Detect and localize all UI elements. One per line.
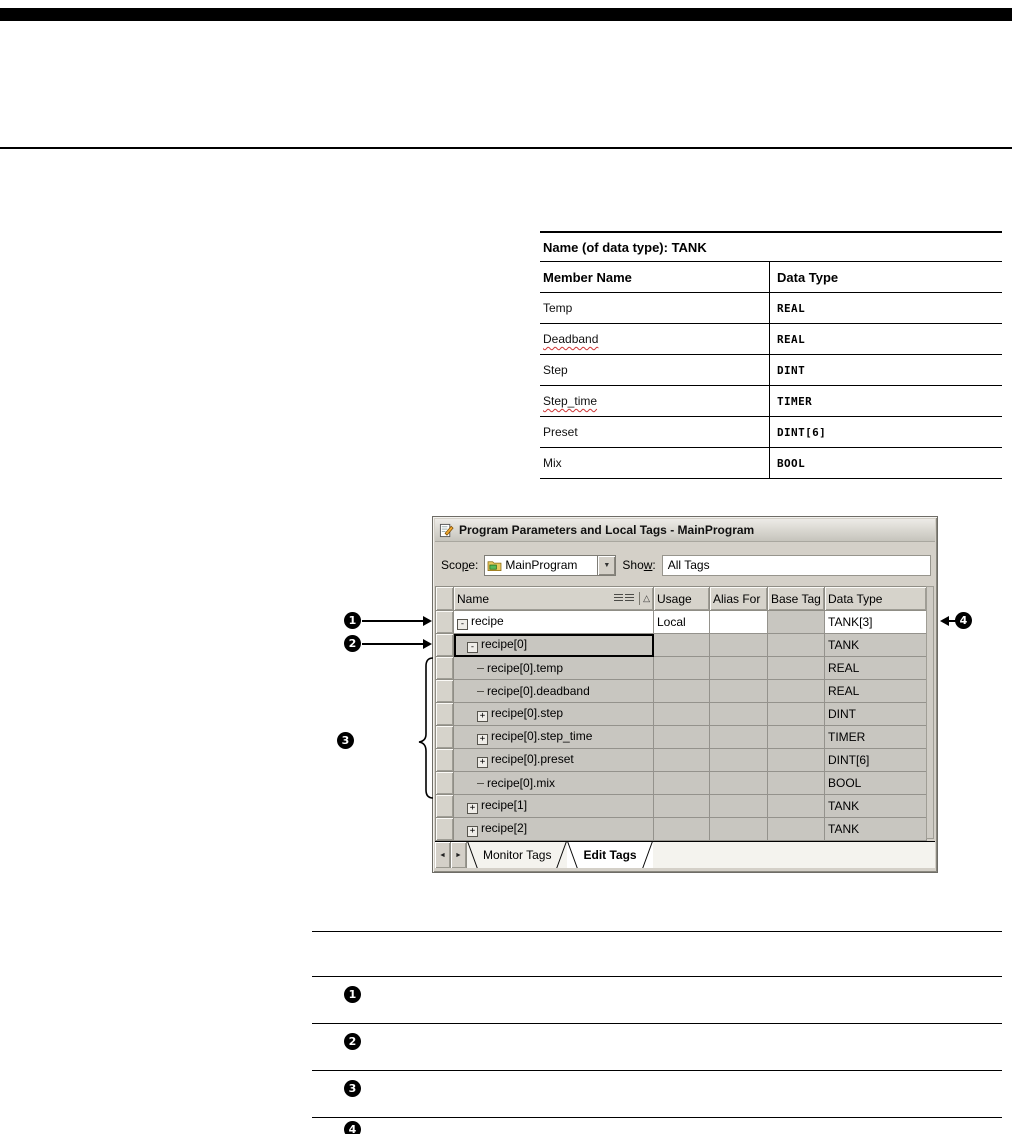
expand-collapse-icon[interactable]: + [467, 803, 478, 814]
base-tag-cell[interactable] [768, 680, 825, 703]
usage-cell[interactable] [654, 795, 710, 818]
show-filter-field[interactable] [662, 555, 931, 576]
tab-left-slant [467, 842, 477, 868]
tag-name: recipe[0].deadband [487, 684, 590, 698]
collapse-members-icon[interactable] [614, 594, 623, 603]
base-tag-cell[interactable] [768, 726, 825, 749]
row-selector[interactable] [436, 703, 454, 726]
data-type-cell[interactable]: REAL [825, 680, 927, 703]
alias-for-column-header[interactable]: Alias For [710, 587, 768, 611]
tag-name: recipe [471, 614, 504, 628]
data-type-table-row [540, 417, 1002, 448]
data-type-table-rows [540, 293, 1002, 479]
data-type-cell[interactable]: REAL [825, 657, 927, 680]
expand-members-icon[interactable] [625, 594, 634, 603]
callout-1-arrowhead [423, 616, 432, 626]
header-divider [639, 592, 640, 605]
tab-label: Edit Tags [583, 848, 637, 862]
tag-name-cell[interactable] [454, 680, 654, 703]
scope-label: Scope: [441, 558, 479, 572]
base-tag-cell[interactable] [768, 795, 825, 818]
scope-dropdown-button[interactable] [597, 556, 615, 575]
name-header-label: Name [457, 591, 490, 606]
member-type-cell: REAL [777, 332, 806, 346]
callout-3-badge: 3 [337, 732, 354, 749]
tag-name: recipe[0].mix [487, 776, 556, 790]
callout-1-arrow-line [362, 620, 423, 622]
data-type-cell[interactable]: DINT[6] [825, 749, 927, 772]
member-type-cell: DINT [777, 363, 806, 377]
data-type-cell[interactable]: TIMER [825, 726, 927, 749]
alias-for-cell[interactable] [710, 795, 768, 818]
row-selector[interactable] [436, 680, 454, 703]
alias-for-cell[interactable] [710, 749, 768, 772]
data-type-column-header[interactable]: Data Type [825, 587, 927, 611]
row-selector[interactable] [436, 795, 454, 818]
tag-name-cell[interactable] [454, 795, 654, 818]
base-tag-cell[interactable] [768, 611, 825, 634]
tag-grid-header-row [436, 587, 927, 611]
leaf-tick-icon [477, 783, 484, 784]
expand-collapse-icon[interactable]: + [477, 757, 488, 768]
tag-row[interactable] [436, 818, 927, 841]
legend-row [312, 1071, 1002, 1118]
tag-name: recipe[0].temp [487, 661, 564, 675]
tag-editor-window [432, 516, 938, 873]
legend-row [312, 1024, 1002, 1071]
alias-for-cell[interactable] [710, 657, 768, 680]
tag-row[interactable] [436, 634, 927, 657]
tag-row[interactable] [436, 680, 927, 703]
tag-row[interactable] [436, 749, 927, 772]
tag-name-cell[interactable] [454, 703, 654, 726]
base-tag-column-header[interactable]: Base Tag [768, 587, 825, 611]
tab-edit-tags[interactable] [567, 842, 652, 868]
row-selector[interactable] [436, 818, 454, 841]
callout-2-badge: 2 [344, 635, 361, 652]
tag-row[interactable] [436, 611, 927, 634]
tag-row[interactable] [436, 795, 927, 818]
callout-3-brace [412, 655, 438, 801]
data-type-table-header [540, 262, 1002, 293]
legend-number-badge: 1 [344, 986, 361, 1003]
grid-corner-cell [436, 587, 454, 611]
tag-row[interactable] [436, 772, 927, 795]
usage-cell[interactable] [654, 772, 710, 795]
usage-cell[interactable] [654, 657, 710, 680]
base-tag-cell[interactable] [768, 634, 825, 657]
name-column-header[interactable] [454, 587, 654, 611]
data-type-cell[interactable]: TANK [825, 818, 927, 841]
data-type-cell[interactable]: TANK [825, 634, 927, 657]
expand-collapse-icon[interactable]: + [467, 826, 478, 837]
usage-cell[interactable] [654, 634, 710, 657]
sort-ascending-icon[interactable]: △ [643, 593, 650, 603]
legend-header-row [312, 932, 1002, 977]
usage-column-header[interactable]: Usage [654, 587, 710, 611]
member-type-cell: BOOL [777, 456, 806, 470]
callout-2-arrow-line [362, 643, 423, 645]
tag-name-cell[interactable] [454, 611, 654, 634]
usage-cell[interactable] [654, 749, 710, 772]
data-type-cell[interactable]: DINT [825, 703, 927, 726]
tab-scroll-right-button[interactable]: ► [451, 842, 467, 868]
tag-name-cell[interactable] [454, 818, 654, 841]
tag-editor-window-icon [439, 523, 454, 538]
tag-name: recipe[0] [481, 637, 528, 651]
usage-cell[interactable] [654, 703, 710, 726]
tag-name: recipe[2] [481, 821, 528, 835]
legend-row [312, 1118, 1002, 1134]
top-black-bar [0, 8, 1012, 21]
row-selector[interactable] [436, 657, 454, 680]
tab-right-slant [642, 842, 652, 868]
data-type-table-row [540, 293, 1002, 324]
alias-for-cell[interactable] [710, 680, 768, 703]
base-tag-cell[interactable] [768, 703, 825, 726]
tab-monitor-tags[interactable] [467, 842, 567, 868]
expand-collapse-icon[interactable]: - [457, 619, 468, 630]
alias-for-cell[interactable] [710, 818, 768, 841]
legend-number-badge: 3 [344, 1080, 361, 1097]
base-tag-cell[interactable] [768, 818, 825, 841]
window-toolbar [433, 542, 937, 586]
tag-name-cell[interactable] [454, 657, 654, 680]
member-name-column-header: Member Name [540, 262, 770, 292]
data-type-table-row [540, 448, 1002, 479]
tab-strip [435, 841, 935, 868]
program-folder-icon [487, 559, 502, 572]
member-name-cell: Mix [540, 448, 770, 478]
horizontal-rule [0, 147, 1012, 149]
show-label: Show: [622, 558, 656, 572]
window-title: Program Parameters and Local Tags - MainProgram [459, 523, 755, 537]
tab-right-slant [557, 842, 567, 868]
tag-row[interactable] [436, 726, 927, 749]
tag-name: recipe[0].step_time [491, 729, 593, 743]
tag-name: recipe[0].step [491, 706, 564, 720]
callout-4-badge: 4 [955, 612, 972, 629]
data-type-cell[interactable]: TANK [825, 795, 927, 818]
scope-combo[interactable] [484, 555, 616, 576]
tag-name-cell[interactable] [454, 772, 654, 795]
tab-left-slant [568, 842, 578, 868]
usage-cell[interactable] [654, 680, 710, 703]
tab-strip-filler [653, 842, 935, 868]
dropdown-arrow-icon: ▼ [603, 561, 611, 569]
callout-1-badge: 1 [344, 612, 361, 629]
legend-rows [312, 977, 1002, 1134]
alias-for-cell[interactable] [710, 772, 768, 795]
legend-number-badge: 4 [344, 1121, 361, 1134]
data-type-column-header: Data Type [777, 269, 839, 285]
row-selector[interactable] [436, 611, 454, 634]
member-name-cell: Step_time [540, 386, 770, 416]
alias-for-cell[interactable] [710, 611, 768, 634]
row-selector[interactable] [436, 726, 454, 749]
base-tag-cell[interactable] [768, 657, 825, 680]
callout-2-arrowhead [423, 639, 432, 649]
row-selector[interactable] [436, 772, 454, 795]
data-type-table-row [540, 386, 1002, 417]
leaf-tick-icon [477, 668, 484, 669]
legend-table [312, 931, 1002, 1134]
data-type-table-row [540, 324, 1002, 355]
data-type-table-row [540, 355, 1002, 386]
row-selector[interactable] [436, 634, 454, 657]
callout-4-arrow-line [949, 620, 956, 622]
tag-row[interactable] [436, 703, 927, 726]
tag-name-cell[interactable] [454, 749, 654, 772]
legend-number-badge: 2 [344, 1033, 361, 1050]
tag-row[interactable] [436, 657, 927, 680]
tag-grid [435, 586, 935, 841]
expand-collapse-icon[interactable]: - [467, 642, 478, 653]
tag-name: recipe[1] [481, 798, 528, 812]
expand-collapse-icon[interactable]: + [477, 711, 488, 722]
tag-name-cell[interactable] [454, 726, 654, 749]
member-type-cell: DINT[6] [777, 425, 827, 439]
row-selector[interactable] [436, 749, 454, 772]
tag-name-cell[interactable] [454, 634, 654, 657]
scope-value: MainProgram [505, 558, 578, 572]
member-type-cell: TIMER [777, 394, 813, 408]
member-name-cell: Temp [540, 293, 770, 323]
usage-cell[interactable]: Local [654, 611, 710, 634]
tab-scroll-left-button[interactable]: ◄ [435, 842, 451, 868]
usage-cell[interactable] [654, 726, 710, 749]
base-tag-cell[interactable] [768, 749, 825, 772]
member-name-cell: Preset [540, 417, 770, 447]
show-filter-value: All Tags [667, 558, 710, 572]
leaf-tick-icon [477, 691, 484, 692]
vertical-scrollbar[interactable] [926, 586, 934, 839]
data-type-cell[interactable]: TANK[3] [825, 611, 927, 634]
alias-for-cell[interactable] [710, 634, 768, 657]
tag-name: recipe[0].preset [491, 752, 574, 766]
alias-for-cell[interactable] [710, 726, 768, 749]
alias-for-cell[interactable] [710, 703, 768, 726]
member-name-cell: Deadband [540, 324, 770, 354]
member-type-cell: REAL [777, 301, 806, 315]
usage-cell[interactable] [654, 818, 710, 841]
data-type-cell[interactable]: BOOL [825, 772, 927, 795]
callout-4-arrowhead [940, 616, 949, 626]
base-tag-cell[interactable] [768, 772, 825, 795]
window-titlebar[interactable] [435, 519, 935, 542]
data-type-table-title: Name (of data type): TANK [540, 233, 1002, 262]
member-name-cell: Step [540, 355, 770, 385]
expand-collapse-icon[interactable]: + [477, 734, 488, 745]
tab-label: Monitor Tags [483, 848, 552, 862]
data-type-table [540, 231, 1002, 479]
legend-row [312, 977, 1002, 1024]
